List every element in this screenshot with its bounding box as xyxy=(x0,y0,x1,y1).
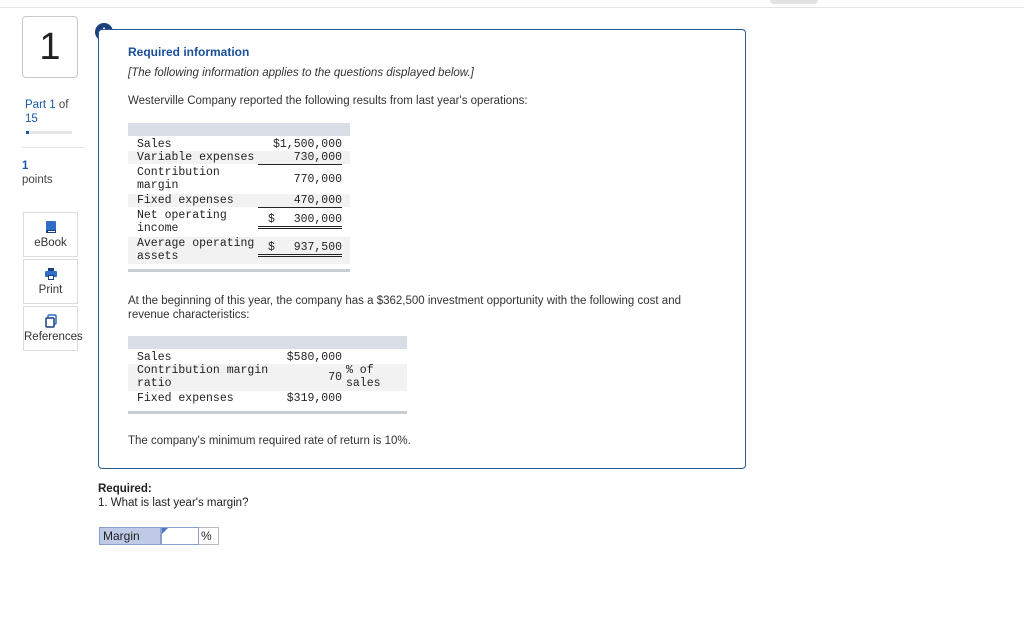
row-label: Contribution margin xyxy=(137,364,269,377)
table1-header xyxy=(128,123,350,136)
table-row xyxy=(128,194,350,207)
row-amount: 300,000 xyxy=(258,213,342,229)
row-currency: $ xyxy=(268,213,275,226)
row-amount: 770,000 xyxy=(293,173,342,186)
percent-unit: % xyxy=(199,527,219,545)
table2-header xyxy=(128,336,407,349)
row-label: Sales xyxy=(137,351,172,364)
part-progress-fill xyxy=(26,131,29,134)
row-label-cont: income xyxy=(137,222,179,235)
row-label: Sales xyxy=(137,138,172,151)
part-indicator xyxy=(25,98,69,126)
points-value: 1 xyxy=(22,160,29,172)
row-label: Variable expenses xyxy=(137,151,255,164)
row-amount: $1,500,000 xyxy=(272,138,342,151)
minimum-rate-text: The company's minimum required rate of return is 10%. xyxy=(128,435,411,447)
print-button[interactable] xyxy=(23,259,78,304)
required-section xyxy=(98,482,248,510)
table-row xyxy=(128,209,350,236)
row-currency: $ xyxy=(268,241,275,254)
row-label: Fixed expenses xyxy=(137,194,234,207)
row-unit: % of xyxy=(346,364,374,377)
row-amount: $319,000 xyxy=(286,392,342,405)
row-label: Average operating xyxy=(137,237,255,250)
points-label: points xyxy=(22,174,53,186)
row-label-cont: margin xyxy=(137,179,179,192)
row-amount: $580,000 xyxy=(286,351,342,364)
row-amount: 70 xyxy=(328,371,342,384)
part-of: of xyxy=(58,99,69,111)
info-note: [The following information applies to the questions displayed below.] xyxy=(128,67,474,79)
part-current: 1 xyxy=(49,99,56,111)
investment-paragraph: At the beginning of this year, the company has a $362,500 investment opportunity with the following cost and revenue characteristics: xyxy=(128,295,681,321)
margin-input[interactable] xyxy=(161,527,199,545)
row-label-cont: ratio xyxy=(137,377,172,390)
table-row xyxy=(128,351,407,364)
info-intro: Westerville Company reported the following results from last year's operations: xyxy=(128,95,528,107)
margin-answer-row xyxy=(99,527,219,545)
top-divider xyxy=(0,7,1024,8)
part-progress-bar xyxy=(26,131,72,134)
references-label: References xyxy=(24,331,83,343)
points-indicator xyxy=(22,159,53,187)
margin-label: Margin xyxy=(99,527,161,545)
print-label: Print xyxy=(38,284,63,296)
question-number[interactable]: 1 xyxy=(22,16,78,78)
copy-icon xyxy=(44,314,58,328)
info-heading: Required information xyxy=(128,45,250,59)
required-question: 1. What is last year's margin? xyxy=(98,497,249,509)
table-row xyxy=(128,151,350,164)
table-row xyxy=(128,364,407,391)
row-amount: 470,000 xyxy=(258,194,342,208)
table-row xyxy=(128,392,407,405)
printer-icon xyxy=(44,267,58,281)
row-amount: 730,000 xyxy=(258,151,342,165)
row-label-cont: assets xyxy=(137,250,179,263)
required-heading: Required: xyxy=(98,483,152,495)
table-row xyxy=(128,138,350,151)
row-label: Fixed expenses xyxy=(137,392,234,405)
book-icon xyxy=(44,220,58,234)
ebook-button[interactable] xyxy=(23,212,78,257)
part-total: 15 xyxy=(25,113,38,125)
table-row xyxy=(128,166,350,193)
row-label: Net operating xyxy=(137,209,227,222)
table-row xyxy=(128,237,350,264)
row-unit-cont: sales xyxy=(346,377,381,390)
row-amount: 937,500 xyxy=(258,241,342,257)
top-tab-handle[interactable] xyxy=(770,0,818,4)
row-label: Contribution xyxy=(137,166,220,179)
table2-footer xyxy=(128,411,407,414)
references-button[interactable] xyxy=(23,306,83,351)
sidebar-divider xyxy=(22,147,84,148)
part-label: Part xyxy=(25,99,47,111)
ebook-label: eBook xyxy=(34,237,67,249)
table1-footer xyxy=(128,269,350,272)
